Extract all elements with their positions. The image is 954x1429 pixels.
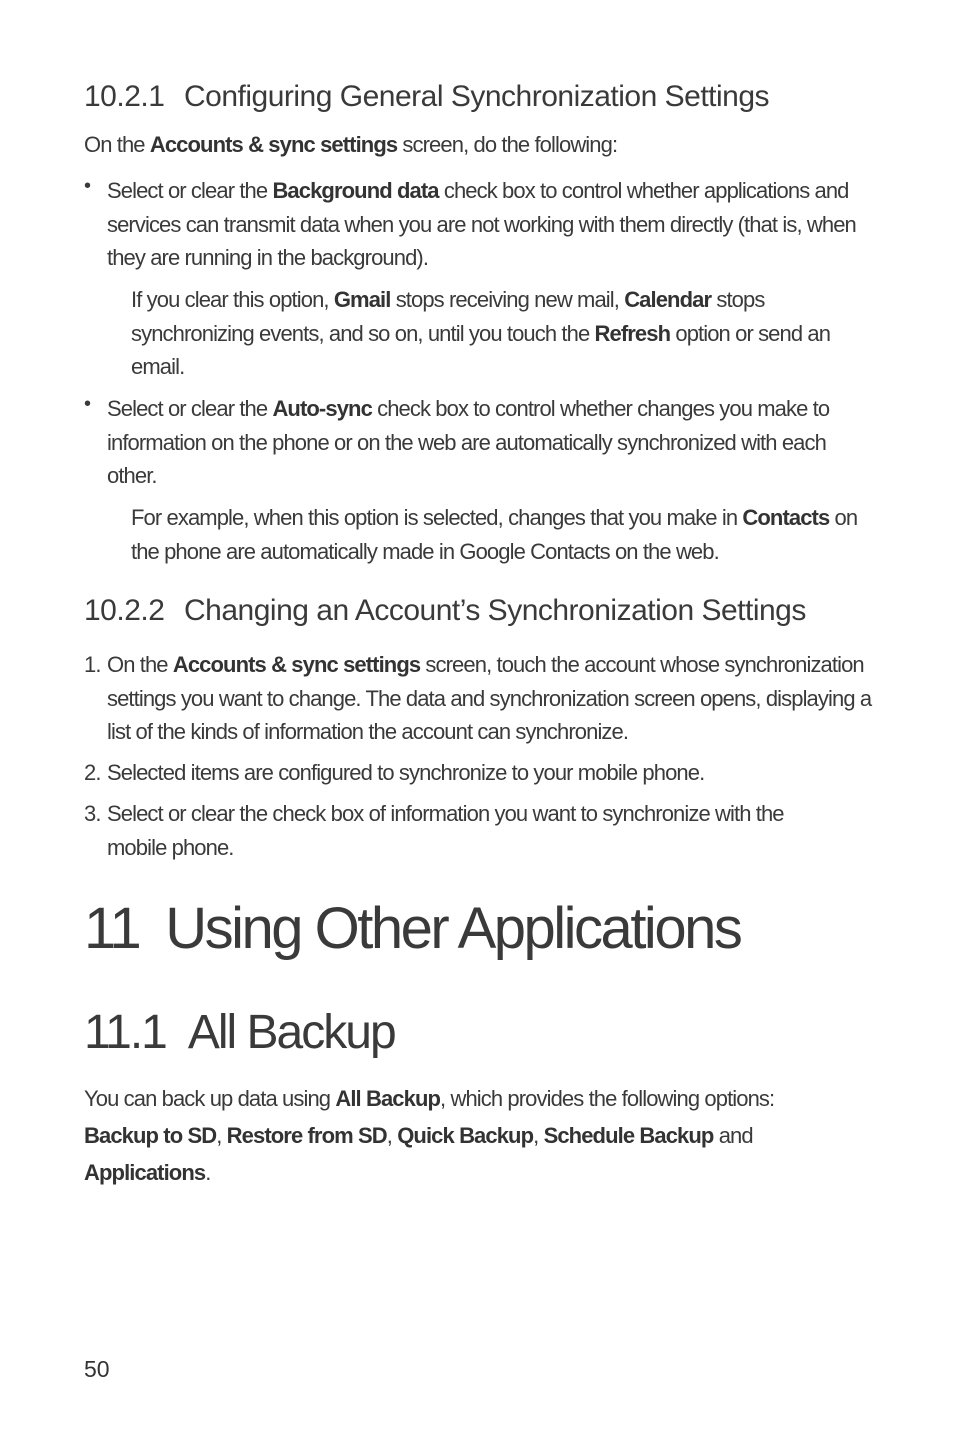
section-number: 11.1	[84, 1006, 166, 1059]
section-heading-10-2-1	[84, 80, 769, 114]
ui-term: Calendar	[624, 287, 712, 312]
section-title: Configuring General Synchronization Settings	[184, 80, 770, 113]
ui-term: Contacts	[742, 505, 830, 530]
ui-term: Applications	[84, 1160, 206, 1185]
ui-term: Auto-sync	[272, 396, 372, 421]
bullet-mark: •	[84, 175, 92, 197]
ui-term: Schedule Backup	[543, 1123, 714, 1148]
section-title: Changing an Account’s Synchronization Settings	[184, 594, 806, 627]
section-heading-11-1	[84, 1005, 395, 1060]
intro-paragraph: On the Accounts & sync settings screen, do the following:	[84, 132, 618, 157]
bullet-text: Select or clear the Background data check box to control whether applications and services can transmit data when you are not working with them directly (that is, when they are running in the background).	[107, 178, 856, 270]
step-text: Selected items are configured to synchronize to your mobile phone.	[107, 760, 705, 785]
ui-term: Background data	[272, 178, 439, 203]
section-number: 10.2.1	[84, 80, 165, 113]
section-number: 10.2.2	[84, 594, 165, 627]
step-number: 2.	[84, 760, 101, 785]
ui-term: Quick Backup	[397, 1123, 534, 1148]
bullet-mark: •	[84, 393, 92, 415]
step-text: On the Accounts & sync settings screen, touch the account whose synchronization settings you want to change. The data and synchronization screen opens, displaying a list of the kinds of information the account can synchronize.	[107, 652, 872, 744]
chapter-title: Using Other Applications	[165, 896, 741, 961]
note-paragraph: If you clear this option, Gmail stops receiving new mail, Calendar stops synchronizing events, and so on, until you touch the Refresh option or send an email.	[131, 287, 831, 379]
step-text: Select or clear the check box of information you want to synchronize with the mobile phone.	[107, 801, 784, 860]
step-number: 1.	[84, 652, 101, 677]
ui-term: Gmail	[333, 287, 391, 312]
all-backup-paragraph: You can back up data using All Backup, which provides the following options: Backup to SD, Restore from SD, Quick Backup, Schedule Backup and Applications.	[84, 1086, 775, 1185]
step-number: 3.	[84, 801, 101, 826]
ui-term: Restore from SD	[226, 1123, 387, 1148]
section-heading-10-2-2	[84, 594, 806, 628]
ui-term: All Backup	[335, 1086, 441, 1111]
bullet-text: Select or clear the Auto-sync check box to control whether changes you make to information on the phone or on the web are automatically synchronized with each other.	[107, 396, 830, 488]
chapter-heading	[84, 895, 740, 962]
note-paragraph: For example, when this option is selected, changes that you make in Contacts on the phone are automatically made in Google Contacts on the web.	[131, 505, 858, 564]
ui-term: Accounts & sync settings	[172, 652, 421, 677]
page-number: 50	[84, 1356, 110, 1382]
section-title: All Backup	[187, 1006, 395, 1059]
ui-term: Accounts & sync settings	[149, 132, 398, 157]
ui-term: Backup to SD	[84, 1123, 217, 1148]
ui-term: Refresh	[594, 320, 671, 346]
chapter-number: 11	[84, 896, 140, 961]
